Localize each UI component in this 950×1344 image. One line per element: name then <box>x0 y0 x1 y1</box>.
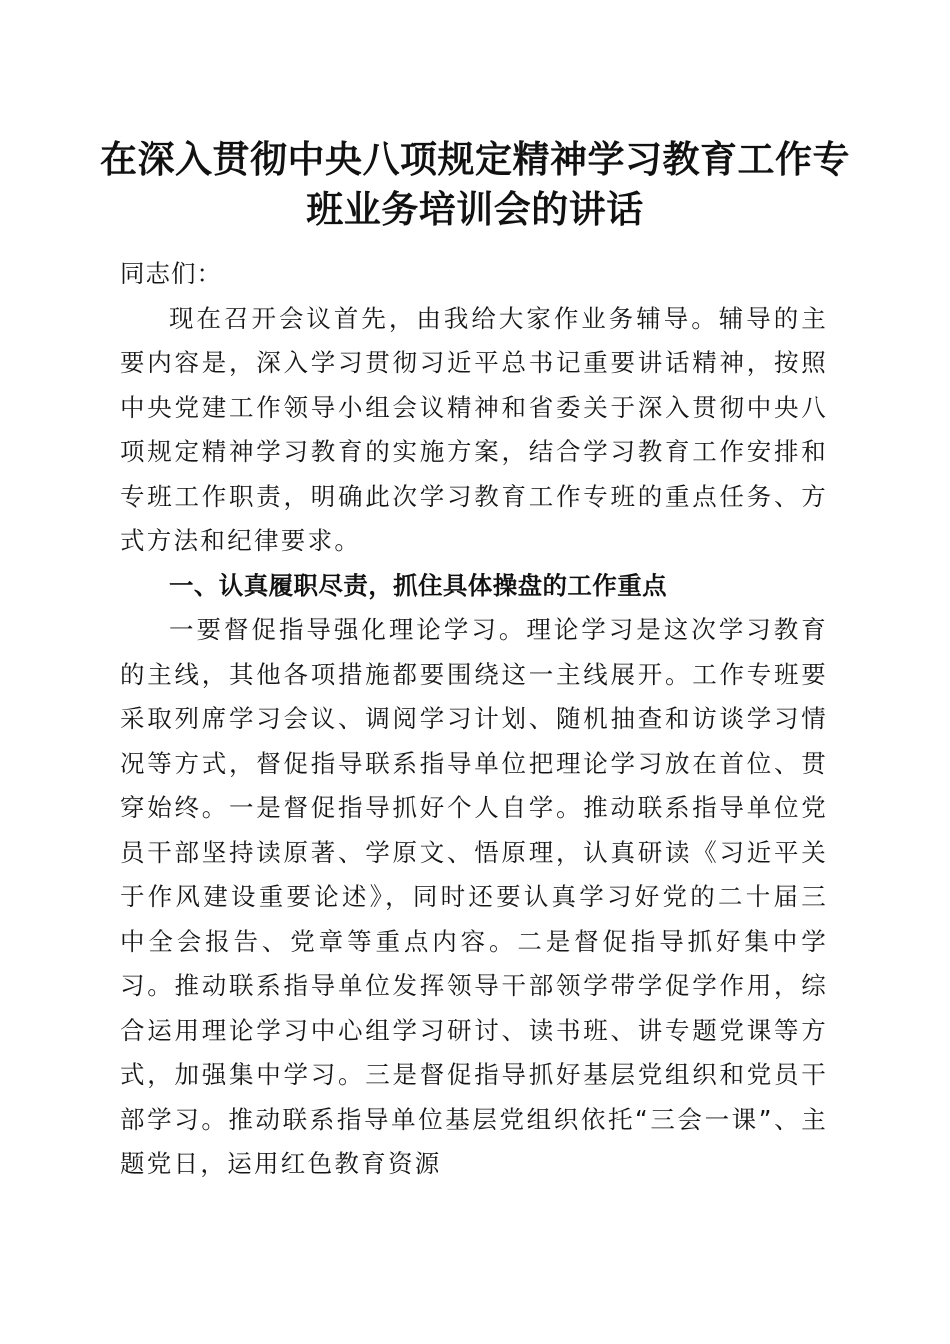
document-body <box>120 252 828 1187</box>
salutation: 同志们： <box>120 259 222 288</box>
section-heading-1: 一、认真履职尽责，抓住具体操盘的工作重点 <box>169 570 667 600</box>
section-1-paragraph: 一要督促指导强化理论学习。理论学习是这次学习教育的主线，其他各项措施都要围绕这一主线展开。工作专班要采取列席学习会议、调阅学习计划、随机抽查和访谈学习情况等方式，督促指导联系指导单位把理论学习放在首位、贯穿始终。一是督促指导抓好个人自学。推动联系指导单位党员干部坚持读原著、学原文、悟原理，认真研读《习近平关于作风建设重要论述》，同时还要认真学习好党的二十届三中全会报告、党章等重点内容。二是督促指导抓好集中学习。推动联系指导单位发挥领导干部领学带学促学作用，综合运用理论学习中心组学习研讨、读书班、讲专题党课等方式，加强集中学习。三是督促指导抓好基层党组织和党员干部学习。推动联系指导单位基层党组织依托“三会一课”、主题党日，运用红色教育资源 <box>120 615 828 1178</box>
title-line-1: 在深入贯彻中央八项规定精神学习教育工作专 <box>100 137 850 181</box>
intro-paragraph: 现在召开会议首先，由我给大家作业务辅导。辅导的主要内容是，深入学习贯彻习近平总书记重要讲话精神，按照中央党建工作领导小组会议精神和省委关于深入贯彻中央八项规定精神学习教育的实施方案，结合学习教育工作安排和专班工作职责，明确此次学习教育工作专班的重点任务、方式方法和纪律要求。 <box>120 303 828 555</box>
document-title <box>100 134 850 234</box>
title-line-2: 班业务培训会的讲话 <box>306 187 644 231</box>
